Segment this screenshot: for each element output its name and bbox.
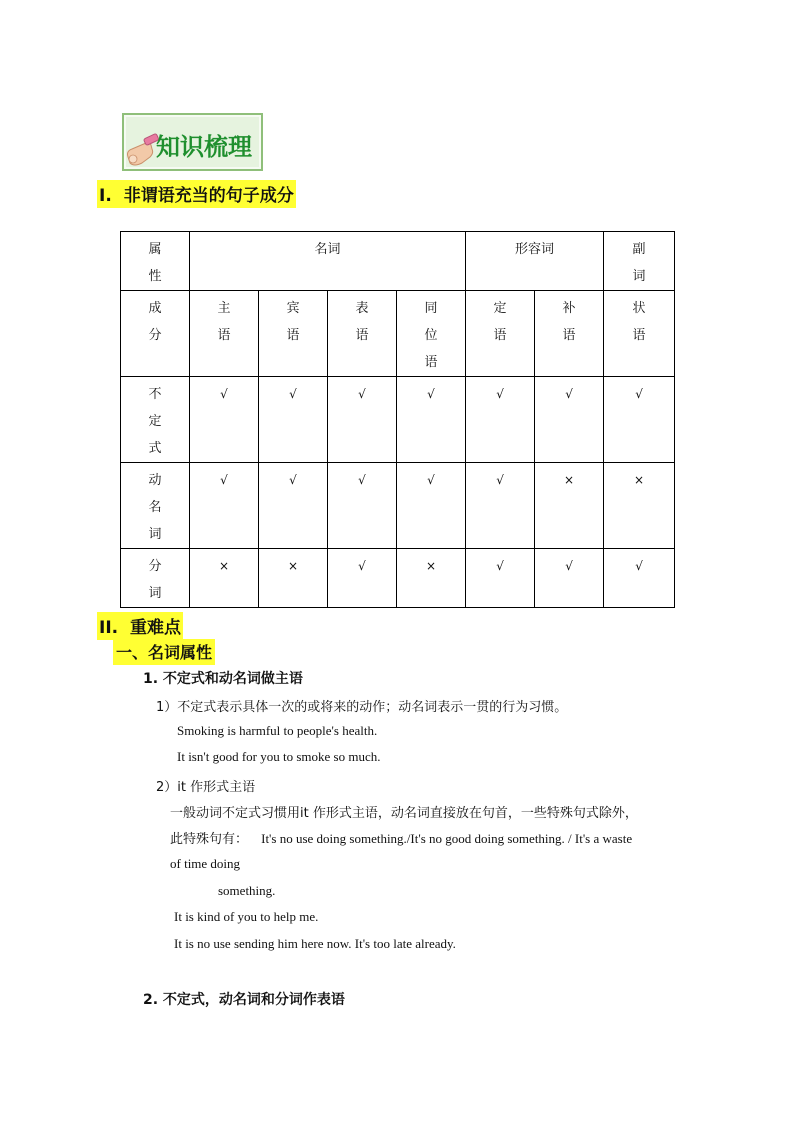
header-label-char: 性 xyxy=(148,269,162,284)
section-1-heading xyxy=(97,180,296,208)
role-char: 宾 xyxy=(286,301,300,316)
header-label-char: 属 xyxy=(148,242,162,257)
example-sentence: Smoking is harmful to people's health. xyxy=(177,723,378,738)
section-2-title: 重难点 xyxy=(130,618,182,638)
example-sentence: It isn't good for you to smoke so much. xyxy=(177,749,381,764)
role-cell xyxy=(328,291,397,377)
explanation-line: 一般动词不定式习惯用it 作形式主语，动名词直接放在句首，一些特殊句式除外， xyxy=(170,806,638,821)
point-1-para-1: 1）不定式表示具体一次的或将来的动作；动名词表示一贯的行为习惯。 xyxy=(156,700,568,715)
badge-title: 知识梳理 xyxy=(156,133,252,161)
mark-cell: √ xyxy=(466,549,535,608)
table-row-infinitive xyxy=(121,377,675,463)
row-label-char: 不 xyxy=(148,387,162,402)
role-cell xyxy=(397,291,466,377)
role-char: 语 xyxy=(355,328,369,343)
mark-cell: × xyxy=(190,549,259,608)
role-char: 语 xyxy=(286,328,300,343)
row-label-char: 定 xyxy=(148,414,162,429)
nonfinite-roles-table xyxy=(120,231,675,608)
mark-cell: √ xyxy=(328,463,397,549)
point-1-title: 1. 不定式和动名词做主语 xyxy=(143,671,303,687)
table-row-participle xyxy=(121,549,675,608)
role-cell xyxy=(604,291,675,377)
role-char: 语 xyxy=(424,355,438,370)
role-char: 语 xyxy=(217,328,231,343)
mark-cell: × xyxy=(535,463,604,549)
row-label-char: 名 xyxy=(148,500,162,515)
role-cell xyxy=(190,291,259,377)
header-label-cell xyxy=(121,232,190,291)
row-label-char: 动 xyxy=(148,473,162,488)
mark-cell: √ xyxy=(397,463,466,549)
mark-cell: √ xyxy=(328,377,397,463)
point-2-title: 2. 不定式，动名词和分词作表语 xyxy=(143,992,345,1008)
mark-cell: √ xyxy=(604,549,675,608)
explanation-en: It's no use doing something./It's no good doing something. / It's a waste xyxy=(261,831,633,846)
group-adv-char: 词 xyxy=(632,269,646,284)
section-1-title: 非谓语充当的句子成分 xyxy=(123,186,294,206)
role-label-char: 成 xyxy=(148,301,162,316)
mark-cell: × xyxy=(397,549,466,608)
row-label-char: 词 xyxy=(148,586,162,601)
role-char: 补 xyxy=(562,301,576,316)
knowledge-badge xyxy=(122,113,263,171)
group-adj: 形容词 xyxy=(466,232,604,291)
section-1-number: I. xyxy=(99,186,112,206)
role-char: 表 xyxy=(355,301,369,316)
group-adv-char: 副 xyxy=(632,242,646,257)
row-label-cell xyxy=(121,377,190,463)
role-label-char: 分 xyxy=(148,328,162,343)
role-char: 定 xyxy=(493,301,507,316)
role-cell xyxy=(535,291,604,377)
mark-cell: √ xyxy=(604,377,675,463)
table-header-row xyxy=(121,232,675,291)
example-sentence: It is kind of you to help me. xyxy=(174,909,319,924)
role-label-cell xyxy=(121,291,190,377)
mark-cell: √ xyxy=(259,463,328,549)
mark-cell: √ xyxy=(328,549,397,608)
section-2-heading xyxy=(97,612,183,640)
table-role-row xyxy=(121,291,675,377)
row-label-cell xyxy=(121,463,190,549)
section-2-number: II. xyxy=(99,618,119,638)
table-row-gerund xyxy=(121,463,675,549)
mark-cell: √ xyxy=(190,377,259,463)
chalk-hand-icon xyxy=(124,131,160,171)
point-1-para-2: 2）it 作形式主语 xyxy=(156,780,256,795)
role-char: 位 xyxy=(424,328,438,343)
group-adv xyxy=(604,232,675,291)
row-label-char: 式 xyxy=(148,441,162,456)
mark-cell: √ xyxy=(259,377,328,463)
role-cell xyxy=(466,291,535,377)
mark-cell: √ xyxy=(535,549,604,608)
explanation-line: of time doing xyxy=(170,856,241,871)
role-char: 主 xyxy=(217,301,231,316)
subsection-heading: 一、名词属性 xyxy=(113,639,215,665)
row-label-char: 分 xyxy=(148,559,162,574)
mark-cell: √ xyxy=(397,377,466,463)
example-sentence: It is no use sending him here now. It's too late already. xyxy=(174,936,456,951)
role-cell xyxy=(259,291,328,377)
mark-cell: √ xyxy=(466,377,535,463)
role-char: 语 xyxy=(493,328,507,343)
mark-cell: × xyxy=(259,549,328,608)
group-noun: 名词 xyxy=(190,232,466,291)
role-char: 语 xyxy=(632,328,646,343)
explanation-cn: 此特殊句有： xyxy=(170,832,249,847)
explanation-line xyxy=(170,828,632,847)
mark-cell: × xyxy=(604,463,675,549)
row-label-cell xyxy=(121,549,190,608)
mark-cell: √ xyxy=(190,463,259,549)
mark-cell: √ xyxy=(466,463,535,549)
role-char: 同 xyxy=(424,301,438,316)
explanation-line: something. xyxy=(218,883,276,898)
role-char: 状 xyxy=(632,301,646,316)
role-char: 语 xyxy=(562,328,576,343)
mark-cell: √ xyxy=(535,377,604,463)
row-label-char: 词 xyxy=(148,527,162,542)
